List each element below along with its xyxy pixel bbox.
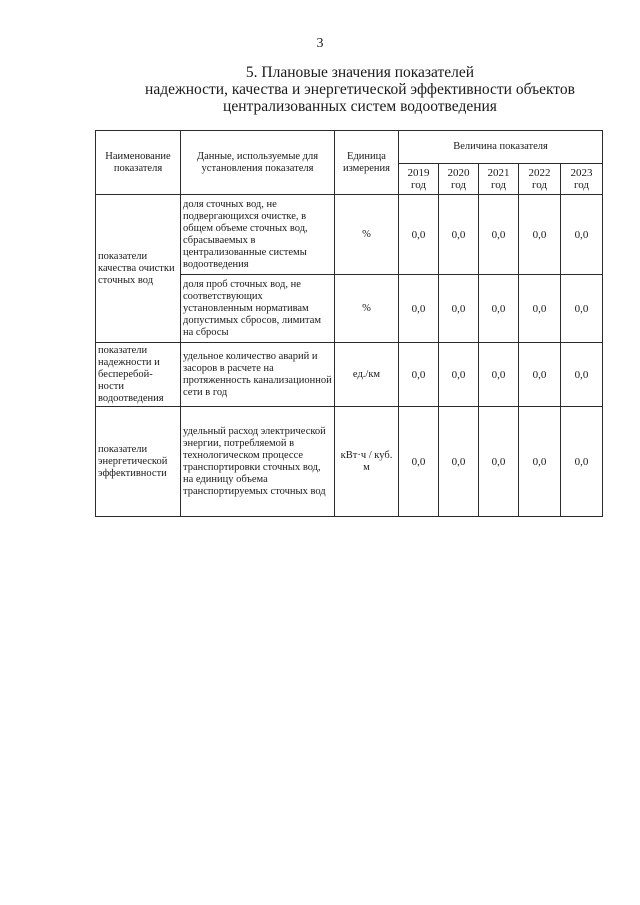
title-line-2: надежности, качества и энергетической эффективности объектов xyxy=(145,81,575,98)
value-cell: 0,0 xyxy=(519,343,561,407)
value-cell: 0,0 xyxy=(479,343,519,407)
value-cell: 0,0 xyxy=(439,407,479,517)
value-cell: 0,0 xyxy=(399,195,439,275)
value-cell: 0,0 xyxy=(519,195,561,275)
group-name: показатели качества очистки сточных вод xyxy=(96,195,181,343)
value-cell: 0,0 xyxy=(399,275,439,343)
value-cell: 0,0 xyxy=(399,407,439,517)
value-cell: 0,0 xyxy=(561,343,603,407)
group-name: показатели надежности и бесперебой-ности водоотведения xyxy=(96,343,181,407)
header-year: 2020 год xyxy=(439,164,479,195)
group-name: показатели энергетической эффективности xyxy=(96,407,181,517)
table-row xyxy=(96,195,603,275)
value-cell: 0,0 xyxy=(439,343,479,407)
header-year: 2019 год xyxy=(399,164,439,195)
value-cell: 0,0 xyxy=(399,343,439,407)
value-cell: 0,0 xyxy=(561,407,603,517)
header-indicator-value: Величина показателя xyxy=(399,131,603,164)
value-cell: 0,0 xyxy=(519,407,561,517)
header-year: 2023 год xyxy=(561,164,603,195)
data-description: удельное количество аварий и засоров в расчете на протяженность канализационной сети в год xyxy=(181,343,335,407)
value-cell: 0,0 xyxy=(561,275,603,343)
table-row xyxy=(96,407,603,517)
page-number: 3 xyxy=(316,36,324,51)
value-cell: 0,0 xyxy=(439,275,479,343)
unit-value: ед./км xyxy=(335,343,399,407)
unit-value: % xyxy=(335,275,399,343)
table-row xyxy=(96,343,603,407)
document-title xyxy=(100,64,620,115)
value-cell: 0,0 xyxy=(479,407,519,517)
header-row xyxy=(96,131,603,164)
value-cell: 0,0 xyxy=(561,195,603,275)
header-data-used: Данные, используемые для установления показателя xyxy=(181,131,335,195)
value-cell: 0,0 xyxy=(479,275,519,343)
data-description: доля сточных вод, не подвергающихся очистке, в общем объеме сточных вод, сбрасываемых в централизованные системы водоотведения xyxy=(181,195,335,275)
header-year: 2021 год xyxy=(479,164,519,195)
header-unit: Единица измерения xyxy=(335,131,399,195)
value-cell: 0,0 xyxy=(439,195,479,275)
data-description: удельный расход электрической энергии, потребляемой в технологическом процессе транспортировки сточных вод, на единицу объема транспортируемых сточных вод xyxy=(181,407,335,517)
value-cell: 0,0 xyxy=(479,195,519,275)
data-description: доля проб сточных вод, не соответствующих установленным нормативам допустимых сбросов, лимитам на сбросы xyxy=(181,275,335,343)
unit-value: % xyxy=(335,195,399,275)
indicators-table xyxy=(95,130,603,517)
header-year: 2022 год xyxy=(519,164,561,195)
title-line-1: 5. Плановые значения показателей xyxy=(245,64,475,81)
value-cell: 0,0 xyxy=(519,275,561,343)
title-line-3: централизованных систем водоотведения xyxy=(223,98,497,115)
unit-value: кВт·ч / куб. м xyxy=(335,407,399,517)
header-indicator-name: Наименование показателя xyxy=(96,131,181,195)
